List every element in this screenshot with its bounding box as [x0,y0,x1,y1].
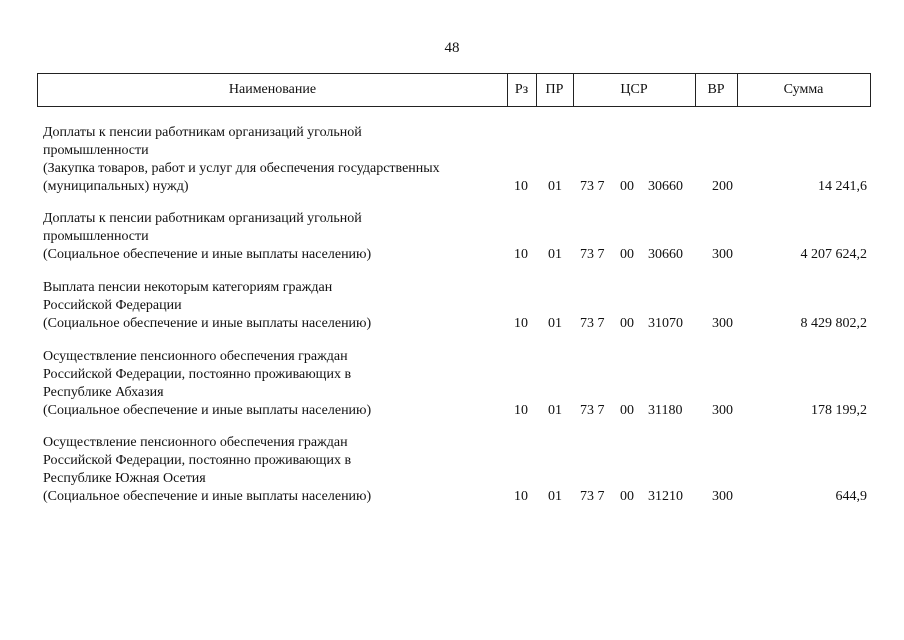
row-name-line: (Социальное обеспечение и иные выплаты населению) [43,316,372,331]
cell-csr-program: 73 7 [580,489,605,504]
cell-sum: 14 241,6 [818,179,867,194]
row-name [43,348,483,420]
row-name-line: Осуществление пенсионного обеспечения граждан [43,435,348,450]
cell-pr: 01 [548,179,562,194]
cell-pr: 01 [548,316,562,331]
row-name-line: (Социальное обеспечение и иные выплаты населению) [43,403,372,418]
header-vr: ВР [707,82,725,97]
cell-csr-code: 30660 [648,247,683,262]
page-number: 48 [444,40,460,56]
table-header [37,73,871,107]
row-name-line: Российской Федерации [43,298,182,313]
cell-pr: 01 [548,403,562,418]
row-name-line: Республике Южная Осетия [43,471,206,486]
cell-csr-program: 73 7 [580,247,605,262]
row-name-line: Российской Федерации, постоянно проживающих в [43,367,352,382]
row-name-line: Осуществление пенсионного обеспечения граждан [43,349,348,364]
row-name-line: Российской Федерации, постоянно проживающих в [43,453,352,468]
row-name-line: Республике Абхазия [43,385,164,400]
cell-csr-code: 30660 [648,179,683,194]
cell-csr-subprogram: 00 [620,247,634,262]
row-name-line: Доплаты к пенсии работникам организаций угольной [43,125,362,140]
cell-csr-subprogram: 00 [620,403,634,418]
cell-rz: 10 [514,247,528,262]
cell-vr: 300 [712,489,733,504]
cell-vr: 300 [712,403,733,418]
row-name [43,279,483,333]
cell-csr-code: 31180 [648,403,683,418]
cell-rz: 10 [514,403,528,418]
cell-rz: 10 [514,489,528,504]
row-name-line: промышленности [43,143,149,158]
row-name [43,124,483,196]
row-name-line: (Социальное обеспечение и иные выплаты населению) [43,489,372,504]
cell-vr: 300 [712,316,733,331]
header-rz: Рз [514,82,529,97]
cell-csr-subprogram: 00 [620,489,634,504]
row-name-line: промышленности [43,229,149,244]
cell-vr: 300 [712,247,733,262]
header-name: Наименование [228,82,317,97]
cell-sum: 8 429 802,2 [800,316,867,331]
cell-pr: 01 [548,247,562,262]
header-pr: ПР [545,82,564,97]
row-name-line: (Социальное обеспечение и иные выплаты населению) [43,247,372,262]
cell-pr: 01 [548,489,562,504]
row-name [43,434,483,506]
cell-vr: 200 [712,179,733,194]
row-name-line: Выплата пенсии некоторым категориям граждан [43,280,333,295]
row-name-line: (Закупка товаров, работ и услуг для обеспечения государственных [43,161,440,176]
cell-rz: 10 [514,316,528,331]
cell-sum: 4 207 624,2 [800,247,867,262]
cell-csr-code: 31210 [648,489,683,504]
cell-csr-subprogram: 00 [620,316,634,331]
cell-rz: 10 [514,179,528,194]
header-sum: Сумма [783,82,824,97]
row-name-line: (муниципальных) нужд) [43,179,189,194]
cell-csr-code: 31070 [648,316,683,331]
cell-sum: 644,9 [835,489,867,504]
row-name-line: Доплаты к пенсии работникам организаций угольной [43,211,362,226]
cell-csr-program: 73 7 [580,403,605,418]
row-name [43,210,483,264]
cell-csr-subprogram: 00 [620,179,634,194]
cell-sum: 178 199,2 [811,403,867,418]
cell-csr-program: 73 7 [580,179,605,194]
cell-csr-program: 73 7 [580,316,605,331]
header-csr: ЦСР [620,82,648,97]
